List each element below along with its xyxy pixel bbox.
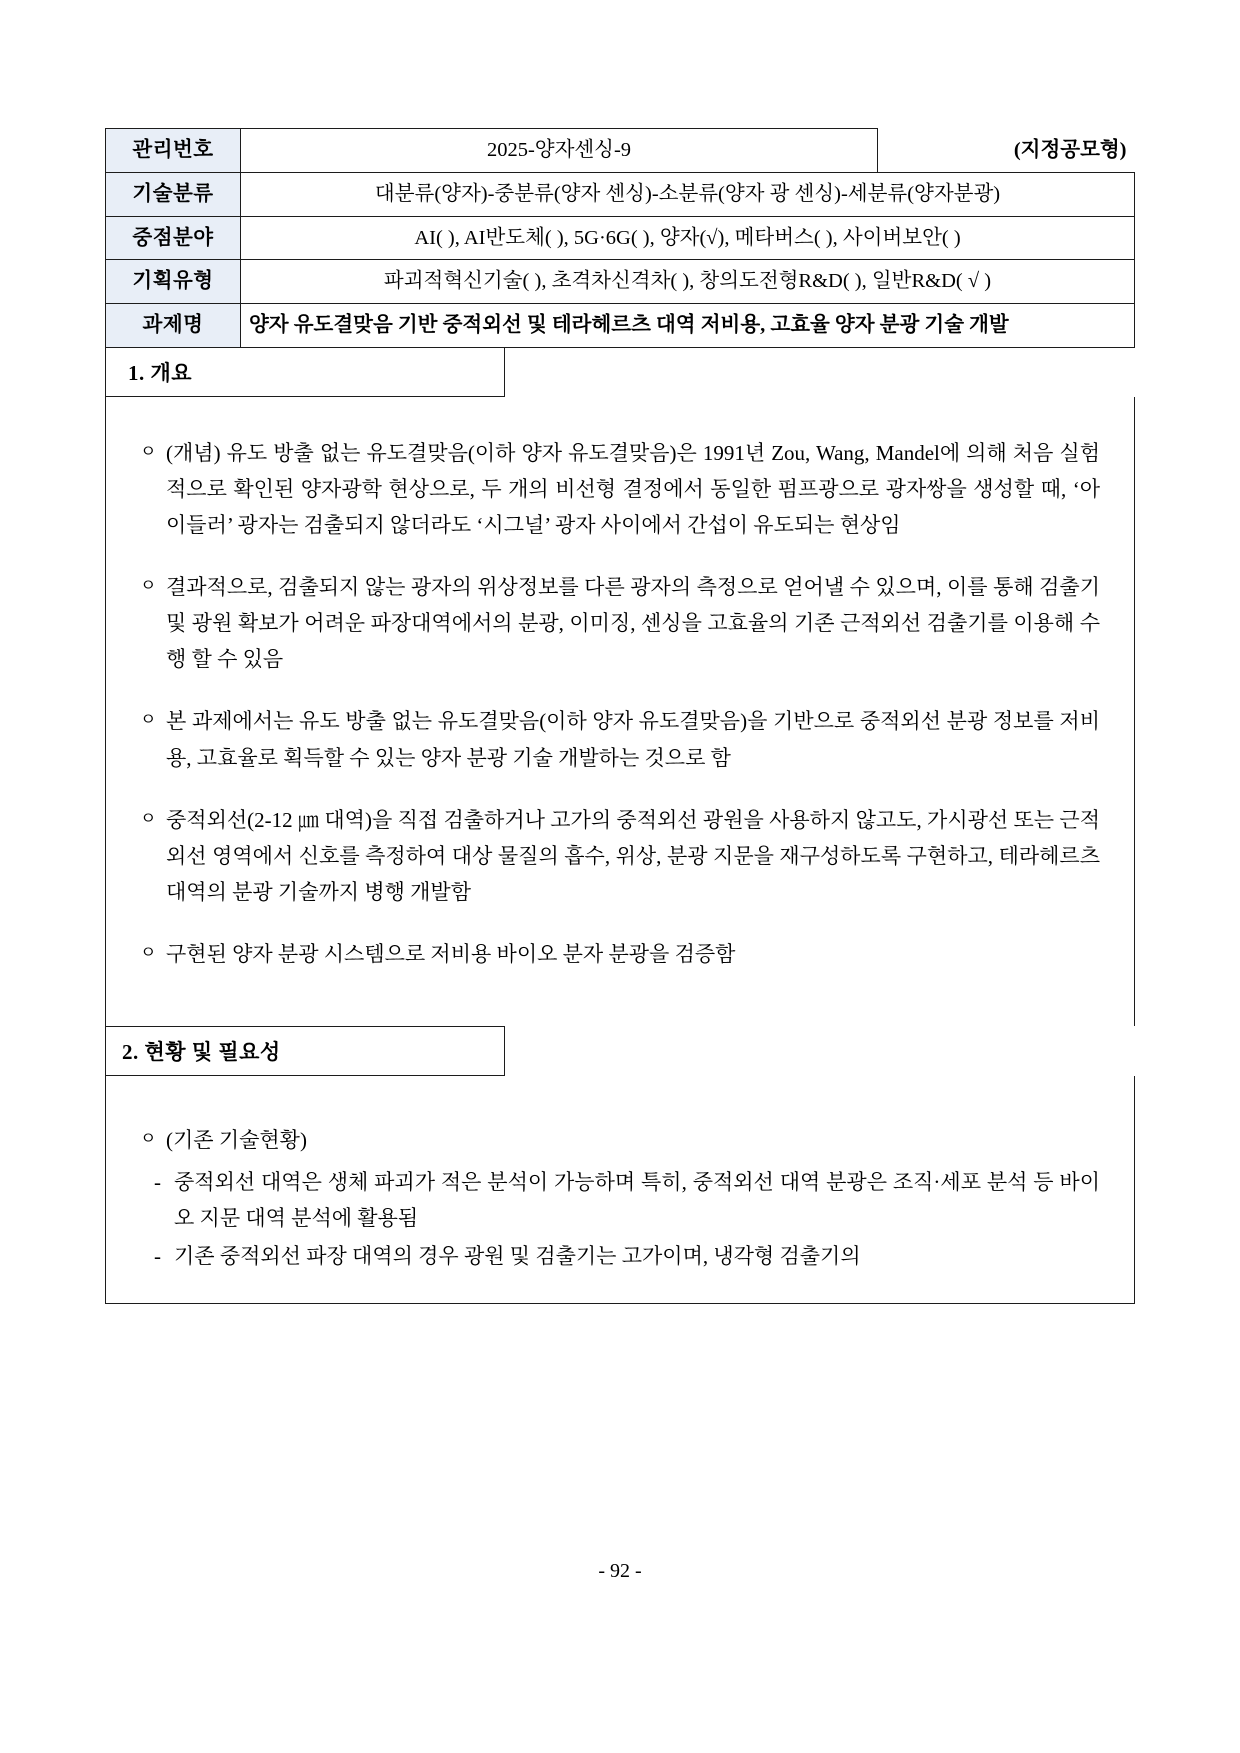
section-heading-overview: 1. 개요 (105, 348, 505, 397)
list-item (140, 569, 1100, 677)
row-value-project-title: 양자 유도결맞음 기반 중적외선 및 테라헤르츠 대역 저비용, 고효율 양자 분광 기술 개발 (241, 304, 1135, 348)
list-item-text: 기존 중적외선 파장 대역의 경우 광원 및 검출기는 고가이며, 냉각형 검출기의 (174, 1244, 861, 1269)
list-item (140, 1164, 1100, 1236)
list-item-text: 중적외선 대역은 생체 파괴가 적은 분석이 가능하며 특히, 중적외선 대역 분광은 조직·세포 분석 등 바이오 지문 대역 분석에 활용됨 (174, 1170, 1100, 1231)
table-row-tech-classification (106, 172, 1135, 216)
table-row-project-title (106, 304, 1135, 348)
list-item-text: 구현된 양자 분광 시스템으로 저비용 바이오 분자 분광을 검증함 (166, 941, 736, 966)
page-number: - 92 - (598, 1560, 642, 1582)
list-item-text: (기존 기술현황) (166, 1128, 307, 1153)
bullet-mark-icon: ㅇ (140, 710, 157, 730)
row-label-tech-classification: 기술분류 (106, 172, 241, 216)
list-item-text: 본 과제에서는 유도 방출 없는 유도결맞음(이하 양자 유도결맞음)을 기반으로 중적외선 분광 정보를 저비용, 고효율로 획득할 수 있는 양자 분광 기술 개발하는 것으로 함 (166, 709, 1100, 770)
bullet-mark-icon: ㅇ (140, 808, 157, 828)
bullet-mark-icon: ㅇ (140, 576, 157, 596)
row-label-management-number: 관리번호 (106, 129, 241, 173)
list-item (140, 703, 1100, 775)
table-row-management-number (106, 129, 1135, 173)
list-item (140, 1122, 1100, 1158)
dash-mark-icon: - (154, 1244, 161, 1269)
row-value-focus-area: AI( ), AI반도체( ), 5G·6G( ), 양자(√), 메타버스( ), 사이버보안( ) (241, 216, 1135, 260)
list-item-text: (개념) 유도 방출 없는 유도결맞음(이하 양자 유도결맞음)은 1991년 Zou, Wang, Mandel에 의해 처음 실험적으로 확인된 양자광학 현상으로, 두 개의 비선형 결정에서 동일한 펌프광으로 광자쌍을 생성할 때, ‘아이들러’ 광자는 검출되지 않더라도 ‘시그널’ 광자 사이에서 간섭이 유도되는 현상임 (166, 440, 1100, 537)
dash-mark-icon: - (154, 1170, 161, 1195)
row-label-project-title: 과제명 (106, 304, 241, 348)
bullet-mark-icon: ㅇ (140, 1129, 157, 1149)
bullet-mark-icon: ㅇ (140, 441, 157, 461)
table-row-planning-type (106, 260, 1135, 304)
list-item-text: 결과적으로, 검출되지 않는 광자의 위상정보를 다른 광자의 측정으로 얻어낼 수 있으며, 이를 통해 검출기 및 광원 확보가 어려운 파장대역에서의 분광, 이미징, 센싱을 고효율의 기존 근적외선 검출기를 이용해 수행 할 수 있음 (166, 575, 1100, 672)
section-body-overview (105, 397, 1135, 1026)
section-overview (105, 348, 1135, 1026)
bullet-mark-icon: ㅇ (140, 942, 157, 962)
list-item (140, 435, 1100, 543)
row-label-planning-type: 기획유형 (106, 260, 241, 304)
row-value-management-number: 2025-양자센싱-9 (241, 129, 878, 173)
list-item-text: 중적외선(2‑12 ㎛ 대역)을 직접 검출하거나 고가의 중적외선 광원을 사용하지 않고도, 가시광선 또는 근적외선 영역에서 신호를 측정하여 대상 물질의 흡수, 위상, 분광 지문을 재구성하도록 구현하고, 테라헤르츠 대역의 분광 기술까지 병행 개발함 (166, 807, 1100, 904)
section-body-status-necessity (105, 1076, 1135, 1303)
row-value-tech-classification: 대분류(양자)-중분류(양자 센싱)-소분류(양자 광 센싱)-세분류(양자분광) (241, 172, 1135, 216)
metadata-table (105, 128, 1135, 348)
section-heading-status-necessity: 2. 현황 및 필요성 (105, 1026, 505, 1076)
designation-type: (지정공모형) (1013, 138, 1127, 161)
row-value-planning-type: 파괴적혁신기술( ), 초격차신격차( ), 창의도전형R&D( ), 일반R&D( √ ) (241, 260, 1135, 304)
section-status-necessity (105, 1026, 1135, 1303)
list-item (140, 936, 1100, 972)
list-item (140, 1238, 1100, 1274)
table-row-focus-area (106, 216, 1135, 260)
list-item (140, 802, 1100, 910)
row-label-focus-area: 중점분야 (106, 216, 241, 260)
